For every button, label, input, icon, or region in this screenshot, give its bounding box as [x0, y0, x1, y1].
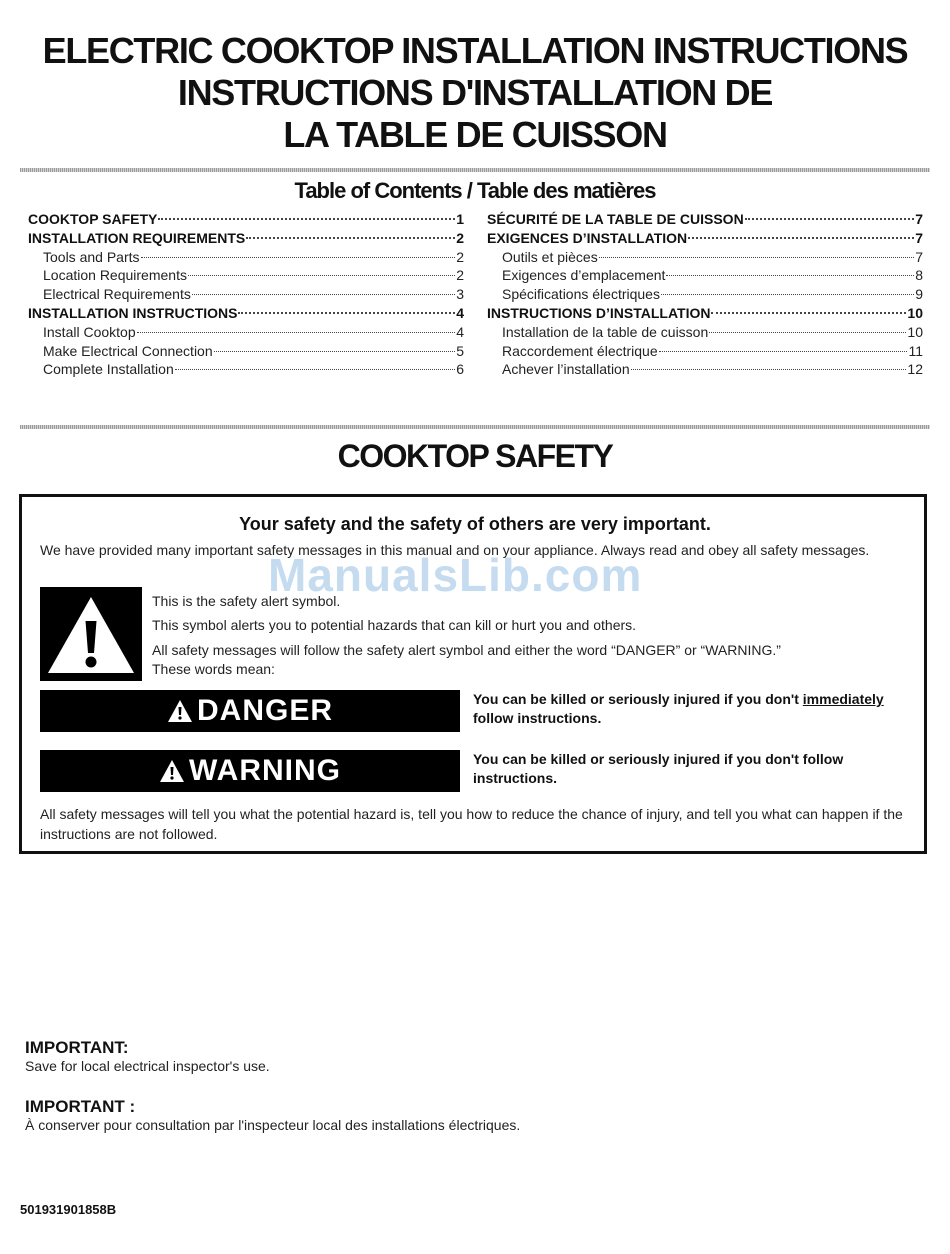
warning-label: WARNING [189, 754, 341, 787]
title-line-2: INSTRUCTIONS D'INSTALLATION DE [177, 72, 773, 113]
toc-entry-page: 7 [915, 229, 923, 246]
toc-leader-dots [188, 275, 455, 276]
toc-entry-page: 6 [456, 361, 464, 378]
toc-entry [487, 360, 923, 379]
toc-entry [487, 248, 923, 267]
title-line-3: LA TABLE DE CUISSON [283, 114, 667, 155]
toc-entry-label: EXIGENCES D’INSTALLATION [487, 229, 688, 246]
toc-leader-dots [745, 218, 915, 220]
toc-leader-dots [666, 275, 914, 276]
toc-entry [28, 248, 464, 267]
toc-entry-label: Tools and Parts [43, 248, 140, 265]
safety-intro: We have provided many important safety messages in this manual and on your appliance. Always read and obey all safety messages. [40, 542, 870, 558]
toc-entry [487, 304, 923, 323]
toc-leader-dots [238, 312, 455, 314]
toc-entry-label: COOKTOP SAFETY [28, 211, 158, 227]
safety-alert-icon [40, 587, 142, 681]
toc-entry-page: 10 [907, 304, 923, 321]
important-body-fr: À conserver pour consultation par l'inspecteur local des installations électriques. [25, 1117, 521, 1133]
toc-entry-label: SÉCURITÉ DE LA TABLE DE CUISSON [487, 211, 744, 227]
alert-text-3: All safety messages will follow the safety alert symbol and either the word “DANGER” or “WARNING.” [152, 642, 781, 658]
toc-entry [487, 229, 923, 248]
warning-banner [40, 750, 460, 792]
toc-entry-label: Exigences d’emplacement [502, 267, 666, 284]
toc-entry-label: Electrical Requirements [43, 286, 191, 303]
toc-leader-dots [214, 351, 456, 352]
important-body-en: Save for local electrical inspector's use. [25, 1058, 270, 1074]
toc-entry-page: 10 [907, 323, 923, 340]
toc-entry-label: Complete Installation [43, 361, 174, 378]
toc-entry [28, 285, 464, 304]
toc-leader-dots [175, 369, 455, 370]
safety-heading: Your safety and the safety of others are very important. [239, 514, 711, 534]
toc-entry-page: 11 [908, 342, 923, 359]
toc-entry-page: 7 [915, 211, 923, 227]
toc-entry-label: Achever l’installation [502, 361, 630, 378]
toc-entry-page: 7 [915, 248, 923, 265]
danger-description [473, 690, 923, 728]
important-heading-en: IMPORTANT: [25, 1038, 129, 1057]
safety-footer-text: All safety messages will tell you what the potential hazard is, tell you how to reduce the chance of injury, and tell you what can happen if the instructions are not followed. [40, 806, 903, 842]
toc-leader-dots [711, 312, 906, 314]
toc-entry-label: Make Electrical Connection [43, 342, 213, 359]
toc-leader-dots [709, 332, 906, 333]
toc-title: Table of Contents / Table des matières [294, 178, 656, 203]
toc-entry [487, 323, 923, 342]
toc-entry-page: 4 [456, 304, 464, 321]
toc-entry [487, 210, 923, 229]
toc-column-french [487, 210, 923, 379]
toc-entry [28, 266, 464, 285]
toc-entry-page: 2 [456, 267, 464, 284]
toc-entry-label: Location Requirements [43, 267, 187, 284]
danger-banner [40, 690, 460, 732]
toc-entry-page: 5 [456, 342, 464, 359]
toc-entry-page: 3 [456, 286, 464, 303]
toc-entry-label: INSTALLATION INSTRUCTIONS [28, 304, 238, 321]
toc-leader-dots [688, 237, 914, 239]
toc-leader-dots [661, 294, 914, 295]
toc-entry [487, 342, 923, 361]
toc-entry [28, 323, 464, 342]
divider-rule [20, 425, 930, 429]
toc-entry [28, 210, 464, 229]
section-title: COOKTOP SAFETY [337, 438, 613, 474]
danger-desc-emphasis: immediately [802, 691, 884, 707]
toc-entry-page: 12 [907, 361, 923, 378]
toc-entry-label: Install Cooktop [43, 323, 136, 340]
alert-text-2: This symbol alerts you to potential hazards that can kill or hurt you and others. [152, 617, 637, 633]
toc-leader-dots [192, 294, 455, 295]
danger-desc-text: You can be killed or seriously injured if you don't [473, 691, 803, 707]
toc-entry-page: 9 [915, 286, 923, 303]
alert-text-4: These words mean: [152, 661, 275, 677]
toc-entry [487, 285, 923, 304]
toc-entry-page: 2 [456, 229, 464, 246]
toc-entry-label: Spécifications électriques [502, 286, 660, 303]
toc-entry-label: Installation de la table de cuisson [502, 323, 709, 340]
danger-desc-text-2: follow instructions. [473, 710, 602, 726]
toc-entry-page: 8 [915, 267, 923, 284]
warning-triangle-icon [159, 759, 185, 783]
toc-entry-label: Outils et pièces [502, 248, 598, 265]
toc-entry-label: Raccordement électrique [502, 342, 658, 359]
warning-triangle-icon [167, 699, 193, 723]
toc-leader-dots [158, 218, 455, 220]
toc-leader-dots [599, 257, 914, 258]
toc-leader-dots [141, 257, 456, 258]
toc-leader-dots [246, 237, 455, 239]
document-title [0, 30, 950, 156]
toc-entry [28, 342, 464, 361]
toc-entry [28, 304, 464, 323]
toc-entry-label: INSTRUCTIONS D’INSTALLATION [487, 304, 711, 321]
toc-entry-page: 1 [456, 211, 464, 227]
toc-leader-dots [659, 351, 908, 352]
toc-entry [28, 229, 464, 248]
divider-rule [20, 168, 930, 172]
title-line-1: ELECTRIC COOKTOP INSTALLATION INSTRUCTIONS [42, 30, 908, 71]
toc-leader-dots [631, 369, 907, 370]
danger-label: DANGER [196, 694, 333, 727]
watermark: ManualsLib.com [268, 549, 643, 601]
important-heading-fr: IMPORTANT : [25, 1097, 136, 1116]
toc-column-english [28, 210, 464, 379]
toc-entry-page: 2 [456, 248, 464, 265]
toc-entry-label: INSTALLATION REQUIREMENTS [28, 229, 246, 246]
toc-entry-page: 4 [456, 323, 464, 340]
toc-entry [28, 360, 464, 379]
alert-text-1: This is the safety alert symbol. [152, 593, 341, 609]
toc-entry [487, 266, 923, 285]
warning-description: You can be killed or seriously injured if you don't follow instructions. [473, 751, 844, 786]
part-number: 501931901858B [20, 1202, 117, 1217]
toc-leader-dots [137, 332, 456, 333]
